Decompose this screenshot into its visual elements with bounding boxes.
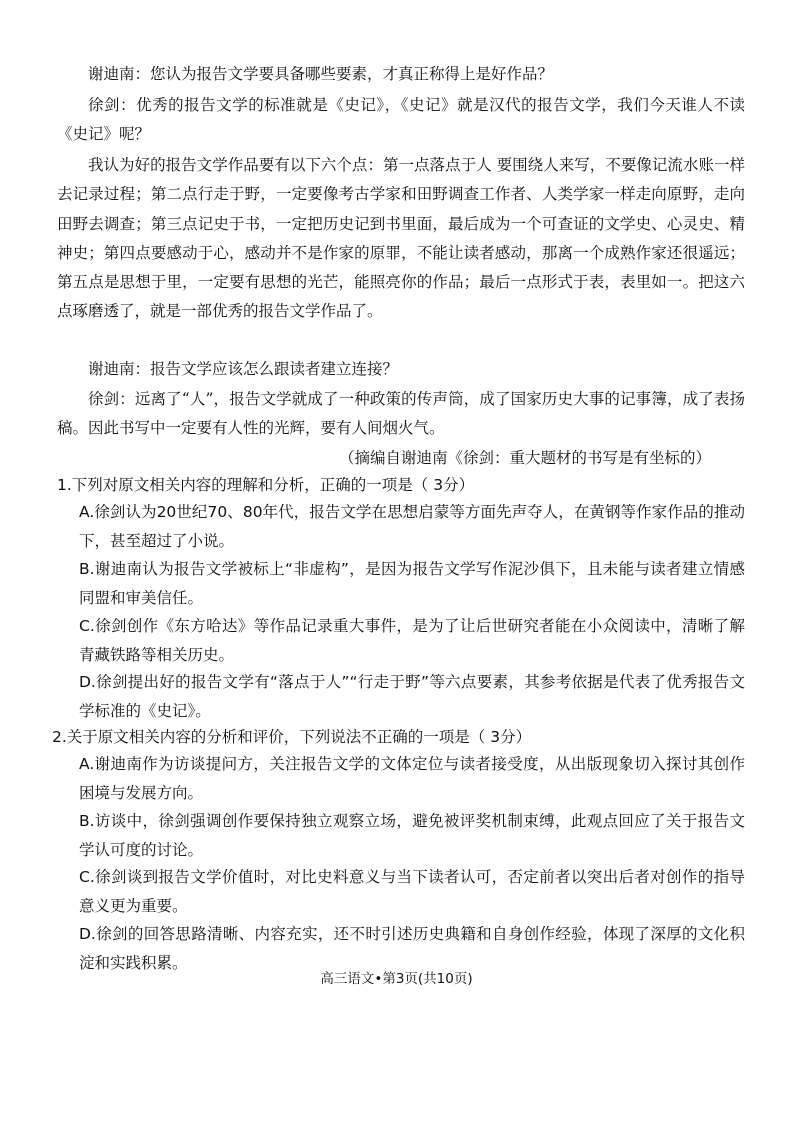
passage-paragraph-2: 徐剑：优秀的报告文学的标准就是《史记》，《史记》就是汉代的报告文学，我们今天谁人不读《史记》呢？ xyxy=(57,96,745,144)
passage-paragraph-3: 我认为好的报告文学作品要有以下六个点：第一点落点于人 要围绕人来写，不要像记流水账一样去记录过程；第二点行走于野，一定要像考古学家和田野调查工作者、人类学家一样走向原野，走向田野去调查；第三点记史于书，一定把历史记到书里面，最后成为一个可查证的文学史、心灵史、精神史；第四点要感动于心，感动并不是作家的原罪，不能让读者感动，那离一个成熟作家还很遥远；第五点是思想于里，一定要有思想的光芒，能照亮你的作品；最后一点形式于表，表里如一。把这六点琢磨透了，就是一部优秀的报告文学作品了。 xyxy=(57,156,745,321)
passage-source: （摘编自谢迪南《徐剑：重大题材的书写是有坐标的） xyxy=(338,449,711,467)
passage-paragraph-4: 谢迪南：报告文学应该怎么跟读者建立连接？ xyxy=(88,360,399,378)
question-2-option-a: A.谢迪南作为访谈提问方，关注报告文学的文体定位与读者接受度，从出版现象切入探讨其创作困境与发展方向。 xyxy=(79,755,745,802)
question-1-stem: 1.下列对原文相关内容的理解和分析，正确的一项是（ 3分） xyxy=(57,476,475,494)
question-2-option-b: B.访谈中，徐剑强调创作要保持独立观察立场，避免被评奖机制束缚，此观点回应了关于报告文学认可度的讨论。 xyxy=(79,812,745,859)
question-1-option-a: A.徐剑认为20世纪70、80年代，报告文学在思想启蒙等方面先声夺人，在黄钢等作家作品的推动下，甚至超过了小说。 xyxy=(79,503,745,550)
question-1-option-c: C.徐剑创作《东方哈达》等作品记录重大事件，是为了让后世研究者能在小众阅读中，清晰了解青藏铁路等相关历史。 xyxy=(79,617,745,664)
question-1-option-d: D.徐剑提出好的报告文学有“落点于人”“行走于野”等六点要素，其参考依据是代表了优秀报告文学标准的《史记》。 xyxy=(79,673,745,720)
question-2-option-c: C.徐剑谈到报告文学价值时，对比史料意义与当下读者认可，否定前者以突出后者对创作的指导意义更为重要。 xyxy=(79,868,745,915)
page-footer: 高三语文•第3页(共10页) xyxy=(320,971,473,987)
question-2-stem: 2.关于原文相关内容的分析和评价，下列说法不正确的一项是（ 3分） xyxy=(52,728,532,746)
question-2-option-d: D.徐剑的回答思路清晰、内容充实，还不时引述历史典籍和自身创作经验，体现了深厚的文化积淀和实践积累。 xyxy=(79,925,745,972)
question-1-option-b: B.谢迪南认为报告文学被标上“非虚构”，是因为报告文学写作泥沙俱下，且未能与读者建立情感同盟和审美信任。 xyxy=(79,560,745,607)
passage-paragraph-5: 徐剑：远离了“人”，报告文学就成了一种政策的传声筒，成了国家历史大事的记事簿，成了表扬稿。因此书写中一定要有人性的光辉，要有人间烟火气。 xyxy=(57,390,745,438)
passage-paragraph-1: 谢迪南：您认为报告文学要具备哪些要素，才真正称得上是好作品？ xyxy=(88,65,554,83)
